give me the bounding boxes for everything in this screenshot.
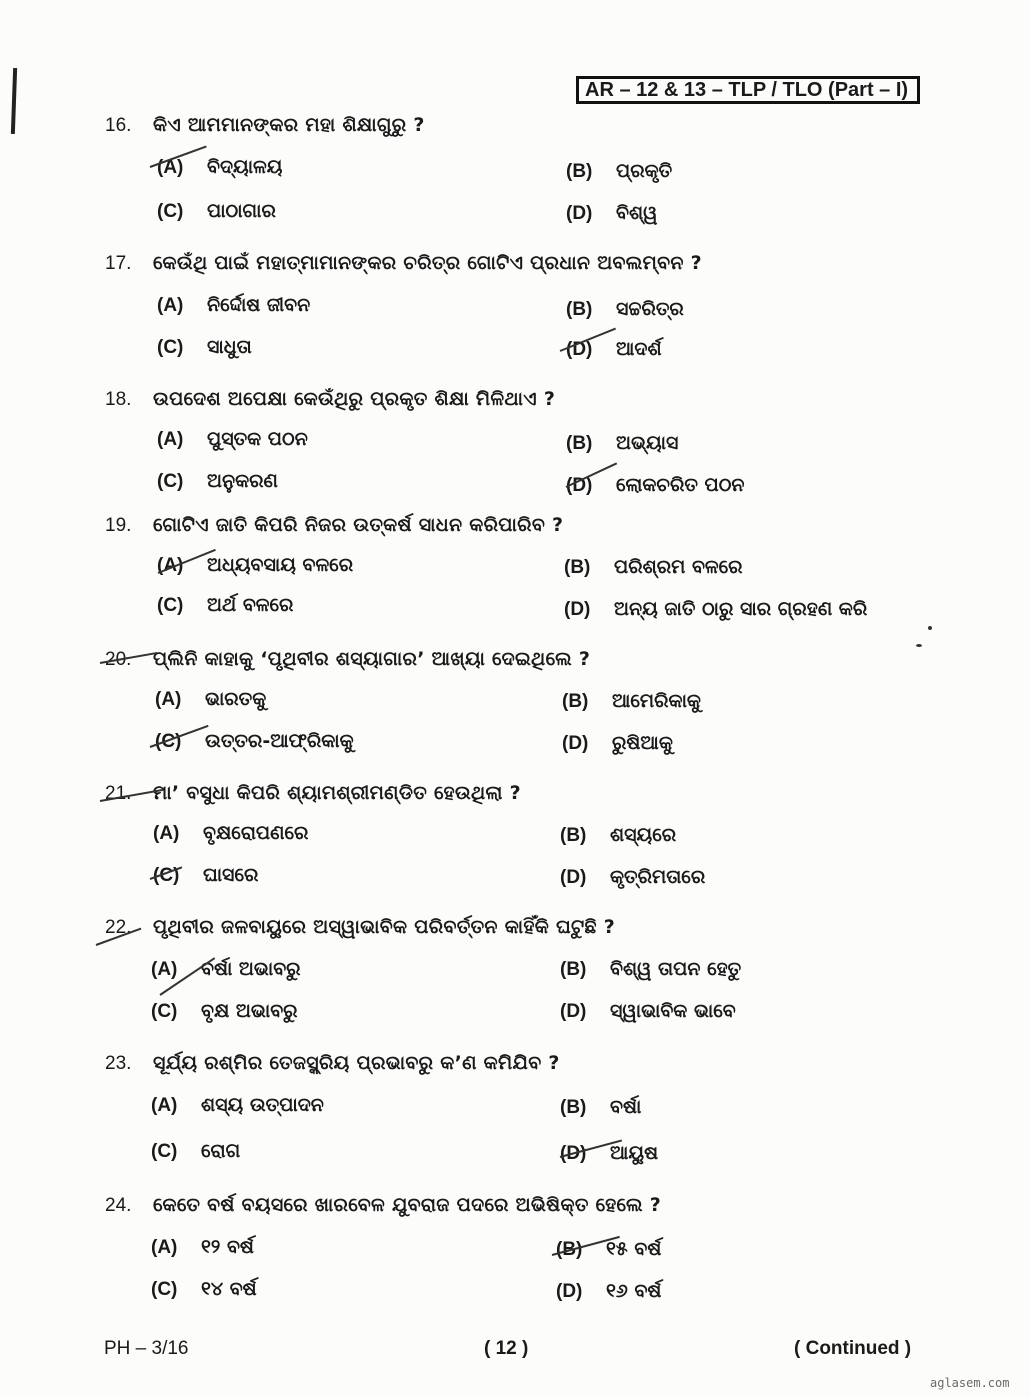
option-text: ବିଦ୍ୟାଳୟ: [207, 156, 283, 178]
option-19-a: [157, 550, 353, 580]
question-number: 21.: [105, 783, 132, 804]
option-text: ବର୍ଷା ଅଭାବରୁ: [201, 958, 301, 980]
option-21-c: [153, 860, 258, 890]
option-18-c: [157, 466, 278, 496]
option-letter: (D): [560, 1001, 587, 1022]
option-16-c: [157, 196, 276, 226]
option-18-a: [157, 424, 308, 454]
option-letter: (A): [157, 157, 184, 178]
option-23-b: [560, 1092, 641, 1122]
option-24-c: [151, 1274, 257, 1304]
option-16-d: [566, 198, 657, 228]
option-letter: (B): [560, 825, 587, 846]
option-letter: (A): [151, 959, 178, 980]
option-letter: (A): [157, 295, 184, 316]
option-18-b: [566, 428, 678, 458]
question-20: [105, 644, 590, 674]
question-18: [105, 384, 555, 414]
question-text: ପ୍ଲିନି କାହାକୁ ‘ପୃଥିବୀର ଶସ୍ୟାଗାର’ ଆଖ୍ୟା ଦେଇଥିଲେ ?: [153, 648, 591, 670]
question-text: କେଉଁଥି ପାଇଁ ମହାତ୍ମାମାନଙ୍କର ଚରିତ୍ର ଗୋଟିଏ ପ୍ରଧାନ ଅବଲମ୍ବନ ?: [153, 252, 702, 274]
option-text: ୧୪ ବର୍ଷ: [201, 1278, 257, 1300]
option-letter: (C): [157, 337, 184, 358]
option-text: କୃତ୍ରିମତାରେ: [610, 866, 706, 888]
option-22-a: [151, 954, 301, 984]
option-text: ଶସ୍ୟରେ: [610, 824, 677, 846]
question-number: 17.: [105, 253, 132, 274]
question-number: 24.: [105, 1195, 132, 1216]
option-letter: (D): [564, 599, 591, 620]
option-letter: (B): [566, 433, 593, 454]
option-text: ରୁଷିଆକୁ: [612, 732, 673, 754]
option-21-a: [153, 818, 308, 848]
page-number: ( 12 ): [484, 1338, 529, 1359]
option-text: ପୁସ୍ତକ ପଠନ: [207, 428, 308, 450]
option-letter: (B): [564, 557, 591, 578]
paper-speck: [916, 644, 922, 647]
option-text: ଭାରତକୁ: [205, 688, 267, 710]
option-letter: (C): [157, 201, 184, 222]
question-number: 22.: [105, 917, 132, 938]
option-20-b: [562, 686, 701, 716]
option-text: ଉତ୍ତର-ଆଫ୍ରିକାକୁ: [205, 730, 354, 752]
option-letter: (C): [151, 1141, 178, 1162]
option-letter: (C): [157, 471, 184, 492]
option-17-c: [157, 332, 252, 362]
option-letter: (D): [560, 1143, 587, 1164]
option-text: ଅର୍ଥ ବଳରେ: [207, 594, 294, 616]
option-text: ଆୟୁଷ: [610, 1142, 659, 1164]
question-text: ଉପଦେଶ ଅପେକ୍ଷା କେଉଁଥିରୁ ପ୍ରକୃତ ଶିକ୍ଷା ମିଳିଥାଏ ?: [153, 388, 556, 410]
question-number: 20.: [105, 649, 132, 670]
option-text: ପରିଶ୍ରମ ବଳରେ: [614, 556, 743, 578]
option-text: ଅନ୍ୟ ଜାତି ଠାରୁ ସାର ଗ୍ରହଣ କରି: [614, 598, 868, 620]
option-17-b: [566, 294, 684, 324]
option-19-b: [564, 552, 743, 582]
continued-label: ( Continued ): [794, 1338, 912, 1359]
option-text: ୧୫ ବର୍ଷ: [606, 1238, 662, 1260]
option-17-d: [566, 334, 662, 364]
option-text: ଲୋକଚରିତ ପଠନ: [616, 474, 745, 496]
option-16-b: [566, 156, 672, 186]
option-text: ବୃକ୍ଷ ଅଭାବରୁ: [201, 1000, 298, 1022]
paper-code-box: AR – 12 & 13 – TLP / TLO (Part – I): [576, 76, 920, 104]
option-text: ରୋଗ: [201, 1140, 241, 1162]
option-letter: (D): [566, 475, 593, 496]
question-number: 16.: [105, 115, 132, 136]
option-letter: (B): [566, 161, 593, 182]
option-text: ପ୍ରକୃତି: [616, 160, 673, 182]
option-text: ଆଦର୍ଶ: [616, 338, 662, 360]
option-letter: (B): [562, 691, 589, 712]
option-letter: (A): [153, 823, 180, 844]
option-text: ନିର୍ଦ୍ଦୋଷ ଜୀବନ: [207, 294, 311, 316]
option-letter: (D): [560, 867, 587, 888]
option-letter: (A): [151, 1237, 178, 1258]
question-text: ସୂର୍ଯ୍ୟ ରଶ୍ମିର ତେଜସ୍କ୍ରିୟ ପ୍ରଭାବରୁ କ’ଣ କମିଯିବ ?: [153, 1052, 560, 1074]
question-number: 18.: [105, 389, 132, 410]
option-text: ସଚ୍ଚରିତ୍ର: [616, 298, 684, 320]
option-text: ଅନୁକରଣ: [207, 470, 278, 492]
option-21-d: [560, 862, 705, 892]
question-number: 19.: [105, 515, 132, 536]
option-text: ସାଧୁତା: [207, 336, 252, 358]
question-text: ମା’ ବସୁଧା କିପରି ଶ୍ୟାମଶ୍ରୀମଣ୍ଡିତ ହେଉଥିଲା ?: [153, 782, 521, 804]
option-text: ଘାସରେ: [203, 864, 259, 886]
page-code: PH – 3/16: [104, 1338, 189, 1359]
option-23-c: [151, 1136, 240, 1166]
option-letter: (D): [562, 733, 589, 754]
option-letter: (D): [556, 1281, 583, 1302]
option-letter: (A): [151, 1095, 178, 1116]
option-letter: (C): [153, 865, 180, 886]
question-21: [105, 778, 521, 808]
question-22: [105, 912, 615, 942]
option-19-d: [564, 594, 867, 624]
option-text: ୧୬ ବର୍ଷ: [606, 1280, 662, 1302]
option-24-d: [556, 1276, 661, 1306]
option-19-c: [157, 590, 293, 620]
option-letter: (D): [566, 339, 593, 360]
option-20-c: [155, 726, 354, 756]
option-text: ଆମେରିକାକୁ: [612, 690, 701, 712]
option-text: ଅଭ୍ୟାସ: [616, 432, 679, 454]
option-21-b: [560, 820, 676, 850]
option-text: ଅଧ୍ୟବସାୟ ବଳରେ: [207, 554, 354, 576]
option-text: ୧୨ ବର୍ଷ: [201, 1236, 254, 1258]
option-letter: (B): [560, 959, 587, 980]
watermark: aglasem.com: [930, 1376, 1010, 1390]
option-letter: (C): [155, 731, 182, 752]
question-16: [105, 110, 425, 140]
option-letter: (B): [566, 299, 593, 320]
option-22-c: [151, 996, 298, 1026]
option-letter: (B): [556, 1239, 583, 1260]
option-20-a: [155, 684, 266, 714]
option-20-d: [562, 728, 673, 758]
option-letter: (A): [157, 555, 184, 576]
option-letter: (C): [151, 1279, 178, 1300]
option-text: ପାଠାଗାର: [207, 200, 276, 222]
option-letter: (A): [155, 689, 182, 710]
option-24-a: [151, 1232, 254, 1262]
question-text: କେତେ ବର୍ଷ ବୟସରେ ଖାରବେଳ ଯୁବରାଜ ପଦରେ ଅଭିଷିକ୍ତ ହେଲେ ?: [153, 1194, 662, 1216]
option-text: ବିଶ୍ୱ ତାପନ ହେତୁ: [610, 958, 742, 980]
option-22-b: [560, 954, 741, 984]
option-text: ବୃକ୍ଷରୋପଣରେ: [203, 822, 309, 844]
paper-speck: [928, 626, 932, 630]
option-letter: (C): [151, 1001, 178, 1022]
question-17: [105, 248, 702, 278]
question-text: କିଏ ଆମମାନଙ୍କର ମହା ଶିକ୍ଷାଗୁରୁ ?: [153, 114, 425, 136]
option-letter: (A): [157, 429, 184, 450]
option-letter: (B): [560, 1097, 587, 1118]
option-text: ଶସ୍ୟ ଉତ୍ପାଦନ: [201, 1094, 324, 1116]
option-text: ବିଶ୍ୱ: [616, 202, 658, 224]
question-text: ଗୋଟିଏ ଜାତି କିପରି ନିଜର ଉତ୍କର୍ଷ ସାଧନ କରିପାରିବ ?: [153, 514, 564, 536]
question-text: ପୃଥିବୀର ଜଳବାୟୁରେ ଅସ୍ୱାଭାବିକ ପରିବର୍ତ୍ତନ କାହିଁକି ଘଟୁଛି ?: [153, 916, 616, 938]
option-17-a: [157, 290, 310, 320]
question-24: [105, 1190, 661, 1220]
question-number: 23.: [105, 1053, 132, 1074]
option-text: ସ୍ୱାଭାବିକ ଭାବେ: [610, 1000, 736, 1022]
option-letter: (C): [157, 595, 184, 616]
option-letter: (D): [566, 203, 593, 224]
option-23-a: [151, 1090, 324, 1120]
option-22-d: [560, 996, 736, 1026]
option-text: ବର୍ଷା: [610, 1096, 642, 1118]
question-23: [105, 1048, 560, 1078]
question-19: [105, 510, 563, 540]
